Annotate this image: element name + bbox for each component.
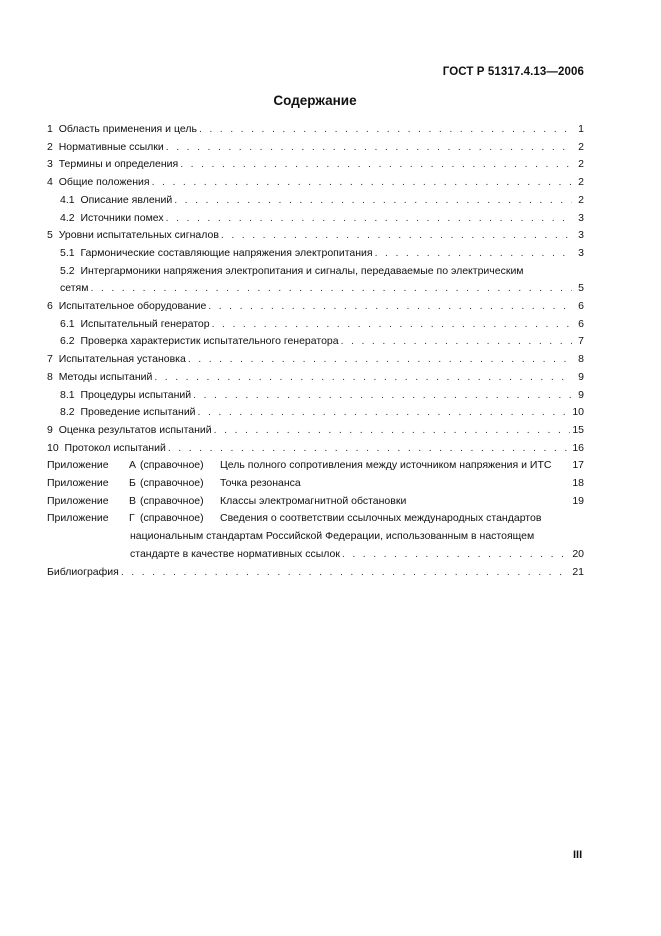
toc-page-number: 7 [578, 335, 584, 348]
toc-page-number: 8 [578, 353, 584, 366]
toc-page-number: 6 [578, 300, 584, 313]
toc-entry-10[interactable]: 10 Протокол испытаний . . . 16 [47, 440, 584, 458]
toc-entry-8-1[interactable]: 8.1 Процедуры испытаний . . . 9 [47, 387, 584, 405]
toc-entry-5[interactable]: 5 Уровни испытательных сигналов . . . 3 [47, 227, 584, 245]
page-number: III [573, 849, 583, 861]
toc-appendix-g[interactable]: Приложение Г (справочное) Сведения о соответствии ссылочных международных стандартов национальным стандартам Российской Федерации, использованным в настоящем стандарте в качестве нормативных ссылок . . . 20 [47, 510, 584, 563]
toc-entry-4-2[interactable]: 4.2 Источники помех . . . 3 [47, 210, 584, 228]
toc-entry-6[interactable]: 6 Испытательное оборудование . . . 6 [47, 298, 584, 316]
toc-page-number: 2 [578, 176, 584, 189]
toc-page-number: 20 [572, 547, 584, 560]
toc-page-number: 6 [578, 317, 584, 330]
toc-page-number: 19 [572, 494, 584, 507]
toc-appendix-a[interactable]: Приложение А (справочное) Цель полного сопротивления между источником напряжения и ИТС 17 [47, 457, 584, 475]
toc-page-number: 2 [578, 193, 584, 206]
toc-appendix-v[interactable]: Приложение В (справочное) Классы электромагнитной обстановки 19 [47, 493, 584, 511]
toc-title: Содержание [273, 93, 357, 108]
toc-page-number: 9 [578, 370, 584, 383]
toc-page-number: 21 [572, 565, 584, 578]
toc-page-number: 17 [572, 459, 584, 472]
toc-entry-4-1[interactable]: 4.1 Описание явлений . . . 2 [47, 192, 584, 210]
toc-entry-8-2[interactable]: 8.2 Проведение испытаний . . . 10 [47, 404, 584, 422]
toc-entry-5-1[interactable]: 5.1 Гармонические составляющие напряжения электропитания . . . 3 [47, 245, 584, 263]
toc-entry-8[interactable]: 8 Методы испытаний . . . 9 [47, 369, 584, 387]
toc-entry-2[interactable]: 2 Нормативные ссылки . . . 2 [47, 139, 584, 157]
toc-page-number: 2 [578, 140, 584, 153]
toc-page-number: 18 [572, 477, 584, 490]
toc-appendix-b[interactable]: Приложение Б (справочное) Точка резонанса 18 [47, 475, 584, 493]
toc-entry-6-2[interactable]: 6.2 Проверка характеристик испытательного генератора . . . 7 [47, 333, 584, 351]
toc-page-number: 10 [572, 406, 584, 419]
document-header: ГОСТ Р 51317.4.13—2006 [442, 66, 584, 78]
toc-page-number: 3 [578, 246, 584, 259]
toc-page-number: 9 [578, 388, 584, 401]
toc-entry-9[interactable]: 9 Оценка результатов испытаний . . . 15 [47, 422, 584, 440]
toc-page-number: 15 [572, 423, 584, 436]
toc-entry-7[interactable]: 7 Испытательная установка . . . 8 [47, 351, 584, 369]
toc-entry-5-2[interactable]: 5.2 Интергармоники напряжения электропитания и сигналы, передаваемые по электрическим сетям . . . 5 [47, 263, 584, 298]
toc-page-number: 3 [578, 229, 584, 242]
toc-entry-6-1[interactable]: 6.1 Испытательный генератор . . . 6 [47, 316, 584, 334]
toc-page-number: 2 [578, 158, 584, 171]
toc-bibliography[interactable]: Библиография . . . 21 [47, 564, 584, 582]
toc-page-number: 3 [578, 211, 584, 224]
table-of-contents [47, 121, 584, 581]
toc-entry-1[interactable]: 1 Область применения и цель . . . 1 [47, 121, 584, 139]
toc-page-number: 16 [572, 441, 584, 454]
toc-page-number: 1 [578, 123, 584, 135]
toc-entry-4[interactable]: 4 Общие положения . . . 2 [47, 174, 584, 192]
toc-page-number: 5 [578, 282, 584, 295]
toc-entry-3[interactable]: 3 Термины и определения . . . 2 [47, 156, 584, 174]
